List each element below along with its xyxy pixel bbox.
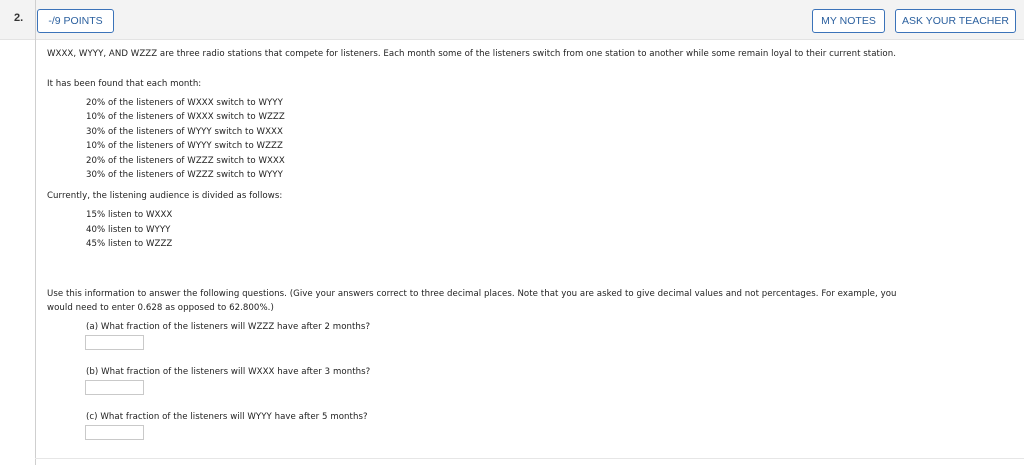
problem-intro: WXXX, WYYY, AND WZZZ are three radio stations that compete for listeners. Each month some of the listeners switch from one station to another while some remain loyal to their current station. (47, 49, 896, 59)
transition-item: 10% of the listeners of WXXX switch to WZZZ (86, 112, 285, 122)
part-c-label: (c) What fraction of the listeners will WYYY have after 5 months? (86, 412, 368, 422)
audience-item: 15% listen to WXXX (86, 210, 173, 220)
audience-item: 40% listen to WYYY (86, 225, 171, 235)
my-notes-button[interactable]: MY NOTES (812, 9, 885, 33)
part-a-label: (a) What fraction of the listeners will WZZZ have after 2 months? (86, 322, 371, 332)
transition-item: 30% of the listeners of WYYY switch to WXXX (86, 127, 283, 137)
transition-item: 20% of the listeners of WZZZ switch to WXXX (86, 156, 285, 166)
part-a-answer-input[interactable] (85, 335, 144, 350)
ask-your-teacher-button[interactable]: ASK YOUR TEACHER (895, 9, 1016, 33)
instructions-line-1: Use this information to answer the following questions. (Give your answers correct to three decimal places. Note that you are asked to give decimal values and not percentages. For example, you (47, 289, 897, 299)
part-b-answer-input[interactable] (85, 380, 144, 395)
part-b-label: (b) What fraction of the listeners will WXXX have after 3 months? (86, 367, 371, 377)
transition-item: 10% of the listeners of WYYY switch to WZZZ (86, 141, 283, 151)
points-badge: -/9 POINTS (37, 9, 114, 33)
audience-item: 45% listen to WZZZ (86, 239, 173, 249)
part-c-answer-input[interactable] (85, 425, 144, 440)
transition-item: 30% of the listeners of WZZZ switch to WYYY (86, 170, 283, 180)
found-heading: It has been found that each month: (47, 79, 202, 89)
question-number: 2. (14, 12, 24, 24)
question-bottom-border (35, 458, 1024, 459)
transition-item: 20% of the listeners of WXXX switch to WYYY (86, 98, 283, 108)
audience-heading: Currently, the listening audience is divided as follows: (47, 191, 283, 201)
instructions-line-2: would need to enter 0.628 as opposed to 62.800%.) (47, 303, 274, 313)
